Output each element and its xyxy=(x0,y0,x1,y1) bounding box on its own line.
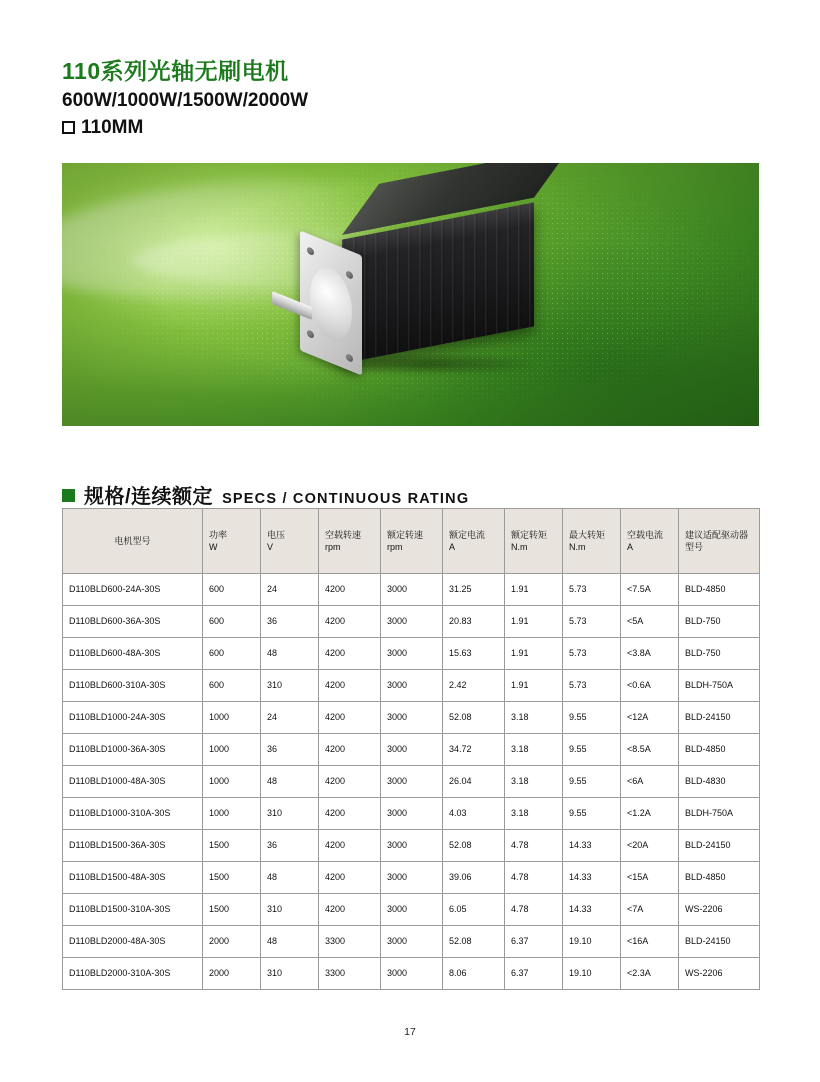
table-row xyxy=(63,734,760,766)
motor-illustration xyxy=(284,221,554,376)
table-cell: 2.42 xyxy=(443,670,505,702)
size-row xyxy=(62,118,762,137)
table-cell: 3300 xyxy=(319,926,381,958)
table-cell: D110BLD600-310A-30S xyxy=(63,670,203,702)
table-cell: 3.18 xyxy=(505,734,563,766)
section-marker-icon xyxy=(62,489,75,502)
table-cell: 1000 xyxy=(203,798,261,830)
table-cell: 19.10 xyxy=(563,926,621,958)
table-cell: 4200 xyxy=(319,830,381,862)
column-header-rated-current: 额定电流 A xyxy=(443,509,505,574)
table-cell: 36 xyxy=(261,606,319,638)
table-cell: 15.63 xyxy=(443,638,505,670)
table-cell: 52.08 xyxy=(443,702,505,734)
motor-front-flange xyxy=(300,230,362,375)
table-cell: 600 xyxy=(203,638,261,670)
table-cell: 24 xyxy=(261,574,319,606)
table-cell: D110BLD1000-310A-30S xyxy=(63,798,203,830)
table-cell: 1000 xyxy=(203,766,261,798)
table-cell: 1500 xyxy=(203,862,261,894)
table-cell: 39.06 xyxy=(443,862,505,894)
table-cell: 600 xyxy=(203,670,261,702)
table-cell: BLD-24150 xyxy=(679,926,760,958)
table-cell: 3000 xyxy=(381,734,443,766)
size-label: 110MM xyxy=(81,117,144,139)
table-cell: 4200 xyxy=(319,574,381,606)
table-row xyxy=(63,894,760,926)
column-header-recommended-driver: 建议适配驱动器型号 xyxy=(679,509,760,574)
product-hero-image xyxy=(62,163,759,426)
table-cell: 600 xyxy=(203,574,261,606)
column-header-voltage: 电压 V xyxy=(261,509,319,574)
table-cell: D110BLD1500-36A-30S xyxy=(63,830,203,862)
table-cell: 48 xyxy=(261,766,319,798)
table-cell: 4200 xyxy=(319,894,381,926)
table-cell: <0.6A xyxy=(621,670,679,702)
table-cell: <2.3A xyxy=(621,958,679,990)
table-cell: <5A xyxy=(621,606,679,638)
square-outline-icon xyxy=(62,121,75,134)
table-row xyxy=(63,670,760,702)
table-cell: 9.55 xyxy=(563,702,621,734)
table-cell: 34.72 xyxy=(443,734,505,766)
power-subtitle: 600W/1000W/1500W/2000W xyxy=(62,90,309,112)
table-cell: 4200 xyxy=(319,606,381,638)
table-cell: 48 xyxy=(261,926,319,958)
table-cell: BLDH-750A xyxy=(679,670,760,702)
table-cell: 24 xyxy=(261,702,319,734)
table-cell: 1.91 xyxy=(505,638,563,670)
table-cell: 4200 xyxy=(319,798,381,830)
table-cell: BLD-4850 xyxy=(679,862,760,894)
table-cell: D110BLD600-24A-30S xyxy=(63,574,203,606)
table-cell: <15A xyxy=(621,862,679,894)
table-cell: 4200 xyxy=(319,638,381,670)
table-row xyxy=(63,830,760,862)
table-cell: BLD-750 xyxy=(679,606,760,638)
column-header-noload-speed: 空载转速 rpm xyxy=(319,509,381,574)
table-cell: 5.73 xyxy=(563,606,621,638)
table-cell: 3000 xyxy=(381,830,443,862)
page-header xyxy=(62,58,762,137)
table-cell: BLD-24150 xyxy=(679,702,760,734)
table-cell: BLD-750 xyxy=(679,638,760,670)
table-cell: 1000 xyxy=(203,734,261,766)
table-cell: <3.8A xyxy=(621,638,679,670)
table-cell: 3000 xyxy=(381,958,443,990)
table-cell: D110BLD2000-48A-30S xyxy=(63,926,203,958)
table-cell: 3000 xyxy=(381,606,443,638)
specs-section-heading xyxy=(62,480,469,509)
table-cell: 4.03 xyxy=(443,798,505,830)
table-cell: 4200 xyxy=(319,734,381,766)
flange-bolt-icon xyxy=(307,329,314,339)
table-cell: 3000 xyxy=(381,670,443,702)
table-cell: D110BLD600-36A-30S xyxy=(63,606,203,638)
table-cell: 600 xyxy=(203,606,261,638)
table-cell: 1.91 xyxy=(505,606,563,638)
table-cell: 3000 xyxy=(381,862,443,894)
table-cell: 5.73 xyxy=(563,574,621,606)
table-cell: 14.33 xyxy=(563,830,621,862)
table-cell: BLD-4850 xyxy=(679,574,760,606)
table-cell: 310 xyxy=(261,894,319,926)
table-row xyxy=(63,798,760,830)
column-header-power: 功率 W xyxy=(203,509,261,574)
table-cell: 9.55 xyxy=(563,734,621,766)
table-row xyxy=(63,958,760,990)
table-cell: 9.55 xyxy=(563,798,621,830)
table-cell: D110BLD1500-48A-30S xyxy=(63,862,203,894)
table-cell: BLD-24150 xyxy=(679,830,760,862)
column-header-rated-torque: 额定转矩 N.m xyxy=(505,509,563,574)
table-cell: D110BLD2000-310A-30S xyxy=(63,958,203,990)
table-cell: 3300 xyxy=(319,958,381,990)
column-header-rated-speed: 额定转速 rpm xyxy=(381,509,443,574)
table-cell: D110BLD1000-36A-30S xyxy=(63,734,203,766)
table-cell: 6.05 xyxy=(443,894,505,926)
table-cell: D110BLD1000-24A-30S xyxy=(63,702,203,734)
table-row xyxy=(63,862,760,894)
table-cell: 8.06 xyxy=(443,958,505,990)
table-cell: D110BLD600-48A-30S xyxy=(63,638,203,670)
table-cell: 36 xyxy=(261,830,319,862)
table-cell: 3.18 xyxy=(505,702,563,734)
table-cell: D110BLD1000-48A-30S xyxy=(63,766,203,798)
table-cell: 48 xyxy=(261,638,319,670)
table-cell: 3000 xyxy=(381,638,443,670)
table-cell: 14.33 xyxy=(563,894,621,926)
section-title-cn: 规格/连续额定 xyxy=(84,486,214,508)
table-cell: 3.18 xyxy=(505,798,563,830)
table-cell: 4.78 xyxy=(505,862,563,894)
flange-bolt-icon xyxy=(346,270,353,280)
table-cell: 310 xyxy=(261,958,319,990)
table-row xyxy=(63,702,760,734)
table-row xyxy=(63,574,760,606)
table-header-row xyxy=(63,509,760,574)
table-cell: 3000 xyxy=(381,894,443,926)
table-cell: 3000 xyxy=(381,798,443,830)
table-cell: 1500 xyxy=(203,894,261,926)
table-cell: 4200 xyxy=(319,862,381,894)
table-cell: 310 xyxy=(261,798,319,830)
table-cell: <6A xyxy=(621,766,679,798)
table-cell: <1.2A xyxy=(621,798,679,830)
table-cell: 1.91 xyxy=(505,574,563,606)
table-cell: WS-2206 xyxy=(679,894,760,926)
column-header-noload-current: 空载电流 A xyxy=(621,509,679,574)
table-row xyxy=(63,766,760,798)
table-cell: 4200 xyxy=(319,670,381,702)
table-cell: 6.37 xyxy=(505,926,563,958)
table-cell: 48 xyxy=(261,862,319,894)
column-header-model: 电机型号 xyxy=(63,509,203,574)
table-cell: 4.78 xyxy=(505,830,563,862)
table-cell: 52.08 xyxy=(443,926,505,958)
table-cell: 20.83 xyxy=(443,606,505,638)
table-row xyxy=(63,638,760,670)
flange-bolt-icon xyxy=(307,246,314,256)
table-cell: 52.08 xyxy=(443,830,505,862)
table-cell: <7.5A xyxy=(621,574,679,606)
page-title: 110系列光轴无刷电机 xyxy=(62,58,289,84)
table-cell: BLD-4850 xyxy=(679,734,760,766)
table-cell: <7A xyxy=(621,894,679,926)
table-cell: BLDH-750A xyxy=(679,798,760,830)
specs-table xyxy=(62,508,760,990)
table-cell: 19.10 xyxy=(563,958,621,990)
table-cell: 31.25 xyxy=(443,574,505,606)
flange-bolt-icon xyxy=(346,353,353,363)
table-cell: 4200 xyxy=(319,702,381,734)
column-header-max-torque: 最大转矩 N.m xyxy=(563,509,621,574)
table-cell: <12A xyxy=(621,702,679,734)
table-cell: 3000 xyxy=(381,702,443,734)
table-cell: 9.55 xyxy=(563,766,621,798)
table-cell: 1.91 xyxy=(505,670,563,702)
specs-table-head xyxy=(63,509,760,574)
table-cell: 310 xyxy=(261,670,319,702)
table-cell: 2000 xyxy=(203,958,261,990)
table-cell: 1500 xyxy=(203,830,261,862)
table-cell: 3.18 xyxy=(505,766,563,798)
table-cell: D110BLD1500-310A-30S xyxy=(63,894,203,926)
table-cell: 14.33 xyxy=(563,862,621,894)
table-cell: 2000 xyxy=(203,926,261,958)
table-cell: <16A xyxy=(621,926,679,958)
table-cell: <20A xyxy=(621,830,679,862)
table-cell: 3000 xyxy=(381,574,443,606)
table-cell: 3000 xyxy=(381,766,443,798)
table-cell: 36 xyxy=(261,734,319,766)
table-row xyxy=(63,926,760,958)
table-cell: BLD-4830 xyxy=(679,766,760,798)
section-title-en: SPECS / CONTINUOUS RATING xyxy=(222,491,470,507)
table-cell: 4.78 xyxy=(505,894,563,926)
table-cell: 6.37 xyxy=(505,958,563,990)
page-number: 17 xyxy=(404,1026,416,1038)
table-cell: 4200 xyxy=(319,766,381,798)
table-cell: 26.04 xyxy=(443,766,505,798)
table-cell: 5.73 xyxy=(563,670,621,702)
table-cell: 5.73 xyxy=(563,638,621,670)
table-cell: WS-2206 xyxy=(679,958,760,990)
table-row xyxy=(63,606,760,638)
table-cell: 1000 xyxy=(203,702,261,734)
specs-table-body xyxy=(63,574,760,990)
table-cell: <8.5A xyxy=(621,734,679,766)
table-cell: 3000 xyxy=(381,926,443,958)
